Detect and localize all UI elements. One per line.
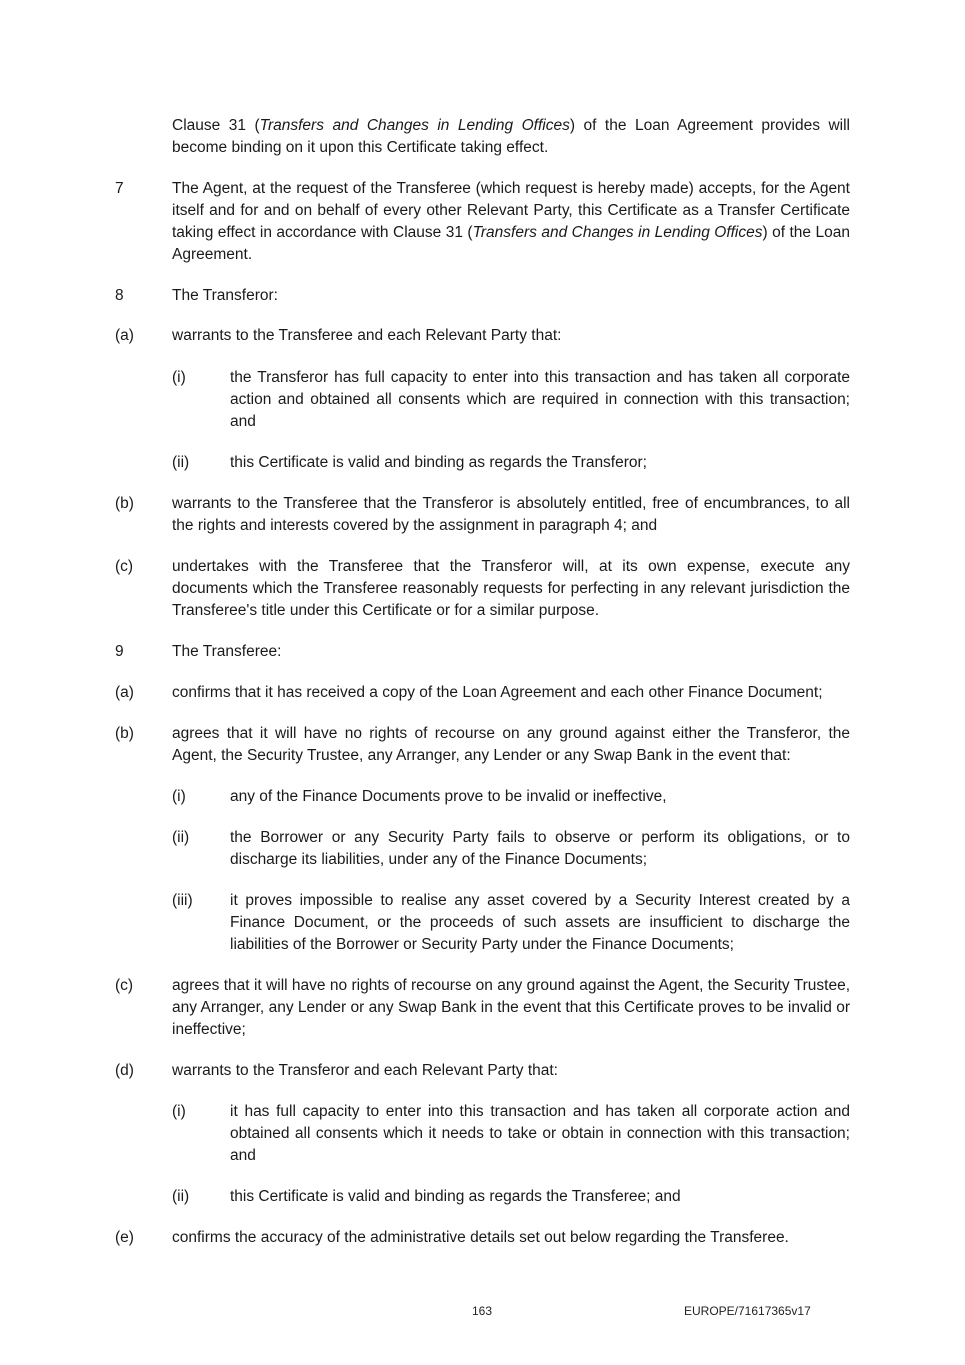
item-text: confirms the accuracy of the administrative details set out below regarding the Transferee. [172, 1229, 789, 1246]
subitem-label: (i) [172, 1103, 186, 1120]
clause-title: Transfers and Changes in Lending Offices [259, 117, 570, 134]
intro-paragraph: Clause 31 (Transfers and Changes in Lending Offices) of the Loan Agreement provides will become binding on it upon this Certificate taking effect. [172, 117, 851, 156]
clause-title: Transfers and Changes in Lending Offices [472, 224, 763, 241]
subitem-label: (i) [172, 788, 186, 805]
item-label: (c) [115, 977, 134, 994]
paragraph-9-heading: The Transferee: [172, 643, 282, 660]
subitem-text: the Transferor has full capacity to enter into this transaction and has taken all corporate action and obtained all consents which are required in connection with this transaction; and [230, 369, 850, 430]
subitem-label: (ii) [172, 1188, 190, 1205]
document-reference: EUROPE/71617365v17 [684, 1304, 811, 1318]
subitem-label: (ii) [172, 454, 190, 471]
paragraph-number: 7 [115, 180, 124, 197]
item-text: agrees that it will have no rights of recourse on any ground against the Agent, the Security Trustee, any Arranger, any Lender or any Swap Bank in the event that this Certificate proves to be invalid or ineffective; [172, 977, 850, 1038]
paragraph-8-heading: The Transferor: [172, 287, 278, 304]
item-label: (b) [115, 495, 134, 512]
item-label: (d) [115, 1062, 134, 1079]
item-text: undertakes with the Transferee that the Transferor will, at its own expense, execute any documents which the Transferee reasonably requests for perfecting in any relevant jurisdiction the Transferee's title under this Certificate or for a similar purpose. [172, 558, 850, 619]
item-text: agrees that it will have no rights of recourse on any ground against either the Transferor, the Agent, the Security Trustee, any Arranger, any Lender or any Swap Bank in the event that: [172, 725, 850, 764]
subitem-text: any of the Finance Documents prove to be invalid or ineffective, [230, 788, 667, 805]
subitem-text: it proves impossible to realise any asset covered by a Security Interest created by a Finance Document, or the proceeds of such assets are insufficient to discharge the liabilities of the Borrower or Security Party under the Finance Documents; [230, 892, 850, 953]
subitem-label: (i) [172, 369, 186, 386]
subitem-text: this Certificate is valid and binding as regards the Transferor; [230, 454, 647, 471]
subitem-text: it has full capacity to enter into this transaction and has taken all corporate action and obtained all consents which it needs to take or obtain in connection with this transaction; and [230, 1103, 850, 1164]
paragraph-7: The Agent, at the request of the Transferee (which request is hereby made) accepts, for the Agent itself and for and on behalf of every other Relevant Party, this Certificate as a Transfer Certificate taking effect in accordance with Clause 31 (Transfers and Changes in Lending Offices) of the Loan Agreement. [172, 180, 850, 263]
item-text: warrants to the Transferor and each Relevant Party that: [172, 1062, 558, 1079]
item-label: (a) [115, 327, 134, 344]
paragraph-number: 8 [115, 287, 124, 304]
subitem-label: (ii) [172, 829, 190, 846]
paragraph-number: 9 [115, 643, 124, 660]
item-text: confirms that it has received a copy of the Loan Agreement and each other Finance Document; [172, 684, 823, 701]
item-label: (a) [115, 684, 134, 701]
subitem-label: (iii) [172, 892, 193, 909]
item-text: warrants to the Transferee that the Transferor is absolutely entitled, free of encumbrances, to all the rights and interests covered by the assignment in paragraph 4; and [172, 495, 850, 534]
page-number: 163 [472, 1304, 493, 1318]
item-label: (b) [115, 725, 134, 742]
item-text: warrants to the Transferee and each Relevant Party that: [172, 327, 562, 344]
subitem-text: this Certificate is valid and binding as regards the Transferee; and [230, 1188, 681, 1205]
subitem-text: the Borrower or any Security Party fails to observe or perform its obligations, or to discharge its liabilities, under any of the Finance Documents; [230, 829, 850, 868]
item-label: (e) [115, 1229, 134, 1246]
item-label: (c) [115, 558, 134, 575]
